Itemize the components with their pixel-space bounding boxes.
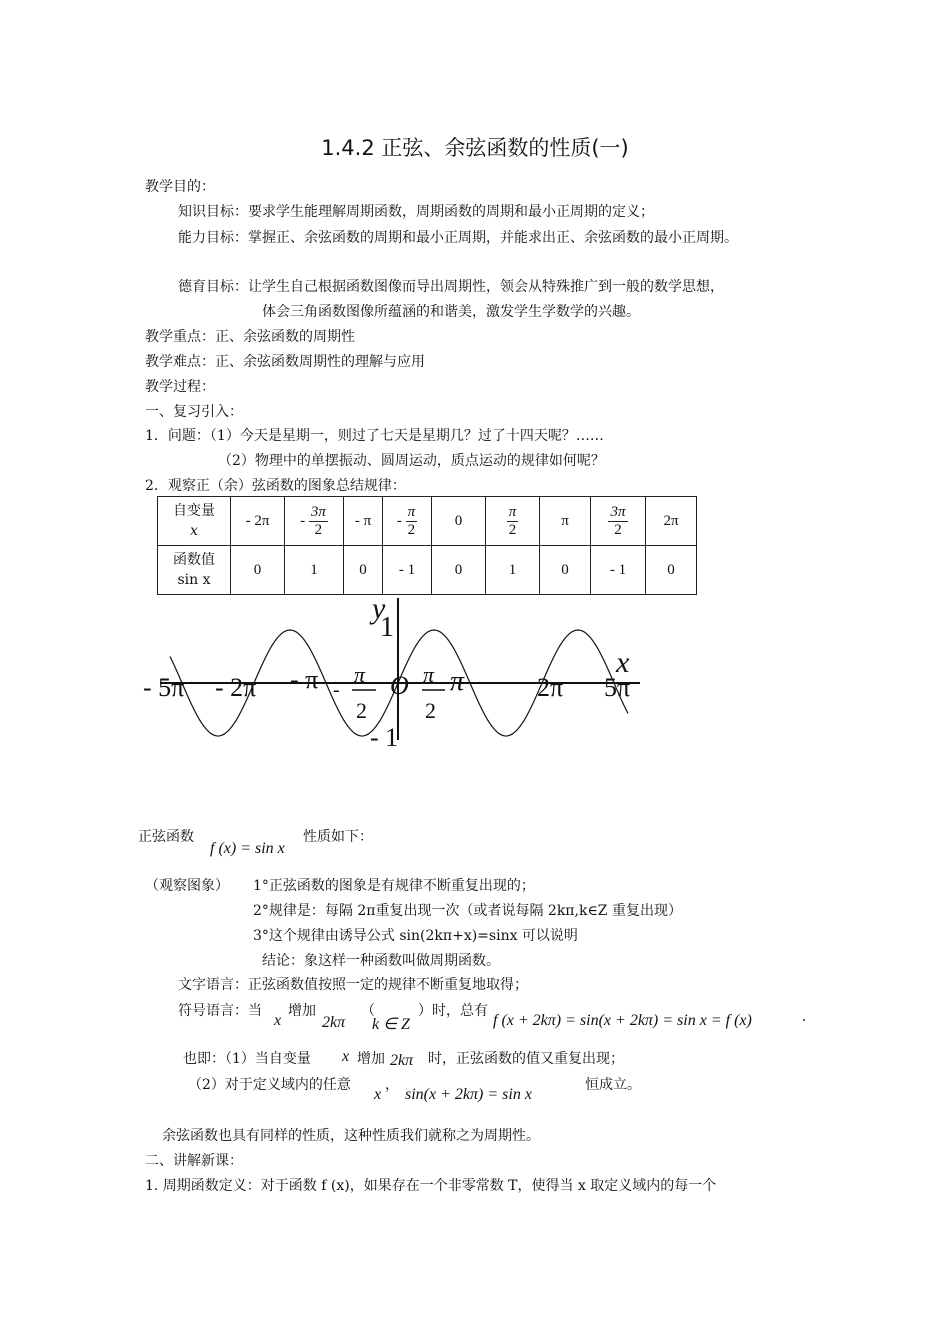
observation-p3: 3°这个规律由诱导公式 sin(2kπ+x)=sinx 可以说明 <box>253 928 578 944</box>
that-is-2kpi: 2kπ <box>390 1052 414 1069</box>
sin-cell: 0 <box>646 546 697 595</box>
sin-cell: - 1 <box>591 546 646 595</box>
x-cell: 0 <box>432 497 486 546</box>
sine-props-prefix: 正弦函数 <box>138 829 194 845</box>
tick-minus-one: - 1 <box>370 723 399 752</box>
that-is-x: x <box>342 1048 350 1065</box>
that-is-increase: 增加 <box>357 1051 385 1067</box>
symbol-lang-prefix: 符号语言：当 <box>178 1003 262 1019</box>
table-header-sin: 函数值 sin x <box>158 546 231 595</box>
objectives-heading: 教学目的： <box>145 179 215 195</box>
sin-cell: 1 <box>486 546 540 595</box>
symbol-lang-x: x <box>274 1012 282 1029</box>
x-cell: $\frac{\pi}{2}$ <box>486 497 540 546</box>
x-axis-label: x <box>616 646 630 679</box>
x-cell: π <box>540 497 591 546</box>
page-title: 1.4.2 正弦、余弦函数的性质(一) <box>321 136 629 160</box>
observe-heading: 2．观察正（余）弦函数的图象总结规律： <box>145 478 406 494</box>
observation-label: （观察图象） <box>145 878 229 894</box>
origin-label: O <box>390 671 409 700</box>
tick-minus-half-num: π <box>354 662 366 687</box>
question-2: （2）物理中的单摆振动、圆周运动，质点运动的规律如何呢？ <box>218 453 605 469</box>
for-any-prefix: （2）对于定义域内的任意 <box>188 1077 351 1093</box>
symbol-lang-2kpi: 2kπ <box>322 1014 346 1031</box>
tick-minus-half-sign: - <box>333 679 340 701</box>
x-cell: - 2π <box>231 497 285 546</box>
observation-p2: 2°规律是：每隔 2π重复出现一次（或者说每隔 2kπ,k∈Z 重复出现） <box>253 903 682 919</box>
sin-cell: - 1 <box>383 546 432 595</box>
tick-minus-5pi: - 5π <box>143 673 185 702</box>
that-is-suffix: 时，正弦函数的值又重复出现； <box>428 1051 624 1067</box>
x-cell: $\frac{3\pi}{2}$ <box>591 497 646 546</box>
symbol-lang-increase: 增加 <box>288 1003 316 1019</box>
tick-half-num: π <box>423 662 435 687</box>
tick-minus-2pi: - 2π <box>215 673 257 702</box>
tick-half-den: 2 <box>425 698 436 723</box>
tick-pi: π <box>450 666 465 697</box>
x-cell: - $\frac{\pi}{2}$ <box>383 497 432 546</box>
cosine-note: 余弦函数也具有同样的性质，这种性质我们就称之为周期性。 <box>162 1128 540 1144</box>
definition: 1. 周期函数定义：对于函数 f (x)，如果存在一个非零常数 T，使得当 x 取定义域内的每一个 <box>145 1178 717 1194</box>
objective-knowledge: 知识目标：要求学生能理解周期函数，周期函数的周期和最小正周期的定义； <box>178 204 654 220</box>
tick-2pi: 2π <box>537 673 564 702</box>
sin-cell: 1 <box>285 546 344 595</box>
sin-cell: 0 <box>540 546 591 595</box>
observation-conclusion: 结论：象这样一种函数叫做周期函数。 <box>262 953 500 969</box>
sin-cell: 0 <box>231 546 285 595</box>
x-cell: - $\frac{3\pi}{2}$ <box>285 497 344 546</box>
key-point: 教学重点：正、余弦函数的周期性 <box>145 329 355 345</box>
question-1: 1．问题：（1）今天是星期一，则过了七天是星期几？过了十四天呢？…… <box>145 428 604 444</box>
text-language: 文字语言：正弦函数值按照一定的规律不断重复地取得； <box>178 977 528 993</box>
section-review: 一、复习引入： <box>145 404 243 420</box>
sin-cell: 0 <box>344 546 383 595</box>
symbol-lang-period: . <box>802 1008 806 1025</box>
objective-ability: 能力目标：掌握正、余弦函数的周期和最小正周期，并能求出正、余弦函数的最小正周期。 <box>178 230 738 246</box>
difficulty: 教学难点：正、余弦函数周期性的理解与应用 <box>145 354 425 370</box>
objective-moral-1: 德育目标：让学生自己根据函数图像而导出周期性，领会从特殊推广到一般的数学思想， <box>178 279 724 295</box>
header-label: 自变量 <box>173 503 215 519</box>
symbol-lang-k-in-z: k ∈ Z <box>372 1016 410 1033</box>
sine-props-suffix: 性质如下： <box>303 829 373 845</box>
that-is-prefix: 也即：（1）当自变量 <box>183 1051 311 1067</box>
sin-cell: 0 <box>432 546 486 595</box>
sine-props-formula: f (x) = sin x <box>210 840 285 857</box>
x-cell: 2π <box>646 497 697 546</box>
objective-moral-2: 体会三角函数图像所蕴涵的和谐美，激发学生学数学的兴趣。 <box>262 304 640 320</box>
header-var: x <box>190 523 198 539</box>
for-any-x: x <box>374 1086 382 1103</box>
tick-minus-half-den: 2 <box>356 698 367 723</box>
tick-5pi: 5π <box>604 673 631 702</box>
symbol-lang-formula: f (x + 2kπ) = sin(x + 2kπ) = sin x = f (x) <box>493 1012 752 1029</box>
symbol-lang-paren-close: ）时，总有 <box>418 1003 488 1019</box>
process-heading: 教学过程： <box>145 379 215 395</box>
for-any-formula: sin(x + 2kπ) = sin x <box>405 1086 532 1103</box>
tick-one: 1 <box>380 612 394 643</box>
for-any-comma: ， <box>385 1077 399 1093</box>
x-cell: - π <box>344 497 383 546</box>
tick-minus-pi: - π <box>290 665 319 694</box>
symbol-lang-paren-open: （ <box>361 1003 375 1019</box>
y-axis-label: y <box>372 592 386 625</box>
for-any-suffix: 恒成立。 <box>585 1077 641 1093</box>
observation-p1: 1°正弦函数的图象是有规律不断重复出现的； <box>253 878 535 894</box>
section-new: 二、讲解新课： <box>145 1153 243 1169</box>
